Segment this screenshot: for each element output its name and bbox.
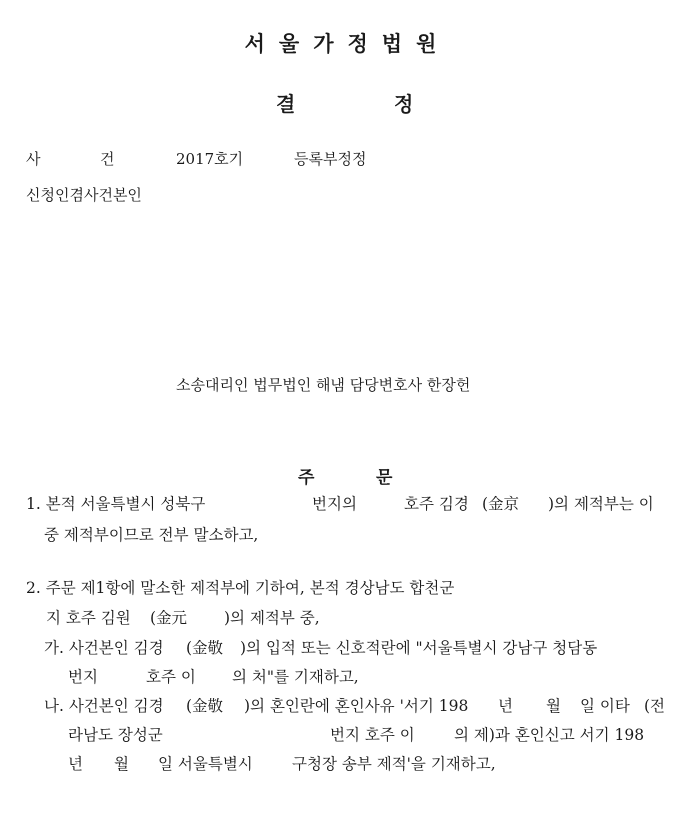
decision-title-right: 정	[394, 92, 414, 116]
order-text-fragment: 나. 사건본인 김경	[44, 697, 164, 715]
order-text-fragment: 의 처"를 기재하고,	[232, 668, 359, 686]
order-text-fragment: 1. 본적 서울특별시 성북구	[26, 495, 206, 513]
order-text-fragment: 월	[114, 755, 129, 773]
order-text-fragment: 번지의	[312, 495, 357, 513]
order-text-fragment: )의 제적부는 이	[548, 495, 654, 513]
order-text-fragment: 일 서울특별시	[158, 755, 253, 773]
case-label-a: 사	[26, 150, 41, 168]
attorney-line: 소송대리인 법무법인 해냄 담당변호사 한장헌	[176, 376, 471, 394]
order-heading-left: 주	[298, 468, 315, 488]
case-label-b: 건	[100, 150, 115, 168]
order-text-fragment: 호주 이	[146, 668, 196, 686]
order-text-fragment: )의 혼인란에 혼인사유 '서기 198	[244, 697, 469, 715]
case-number: 2017호기	[176, 150, 244, 168]
order-text-fragment: 호주 김경	[404, 495, 469, 513]
order-text-fragment: 월	[546, 697, 561, 715]
decision-title-left: 결	[276, 92, 296, 116]
order-text-fragment: )의 입적 또는 신호적란에 "서울특별시 강남구 청담동	[240, 639, 598, 657]
order-text-fragment: 번지 호주 이	[330, 726, 415, 744]
order-text-fragment: (金元	[150, 609, 188, 627]
court-name: 서울가정법원	[244, 31, 451, 56]
order-text-fragment: 지 호주 김원	[46, 609, 131, 627]
order-text-fragment: 라남도 장성군	[68, 726, 163, 744]
applicant-label: 신청인겸사건본인	[26, 186, 142, 204]
order-text-fragment: 의 제)과 혼인신고 서기 198	[454, 726, 645, 744]
order-text-fragment: 일 이타	[580, 697, 630, 715]
order-text-fragment: 가. 사건본인 김경	[44, 639, 164, 657]
order-text-fragment: (金京	[482, 495, 520, 513]
order-text-fragment: (전	[644, 697, 666, 715]
order-text-fragment: 중 제적부이므로 전부 말소하고,	[44, 526, 259, 544]
order-text-fragment: 년	[68, 755, 83, 773]
order-text-fragment: 2. 주문 제1항에 말소한 제적부에 기하여, 본적 경상남도 합천군	[26, 579, 455, 597]
order-text-fragment: (金敬	[186, 639, 224, 657]
order-text-fragment: 번지	[68, 668, 98, 686]
order-heading-right: 문	[376, 468, 393, 488]
order-text-fragment: 구청장 송부 제적'을 기재하고,	[292, 755, 496, 773]
order-text-fragment: )의 제적부 중,	[224, 609, 320, 627]
order-text-fragment: (金敬	[186, 697, 224, 715]
case-title: 등록부정정	[294, 150, 367, 168]
order-text-fragment: 년	[498, 697, 513, 715]
